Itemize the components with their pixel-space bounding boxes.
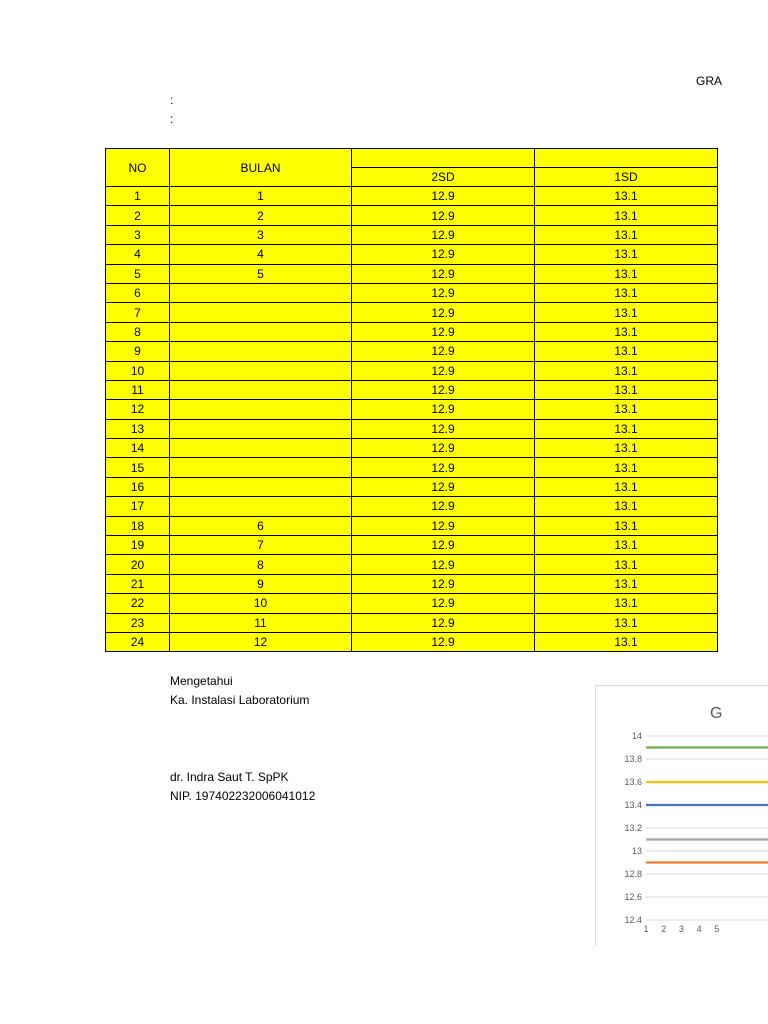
cell-sd2: 12.9 [352,380,535,399]
cell-no: 12 [106,400,170,419]
y-tick-label: 12.8 [624,869,642,879]
cell-sd1: 13.1 [535,187,718,206]
cell-sd2: 12.9 [352,187,535,206]
table-row [106,536,718,555]
header-colon-1: : [170,93,174,107]
cell-bulan [170,477,352,496]
cell-sd1: 13.1 [535,458,718,477]
cell-no: 21 [106,574,170,593]
cell-no: 3 [106,225,170,244]
cell-bulan [170,439,352,458]
y-tick-label: 12.4 [624,915,642,925]
cell-sd2: 12.9 [352,361,535,380]
cell-bulan [170,497,352,516]
cell-no: 13 [106,419,170,438]
cell-bulan: 12 [170,632,352,651]
header-2sd: 2SD [352,168,535,187]
cell-sd2: 12.9 [352,477,535,496]
table-row [106,594,718,613]
cell-sd2: 12.9 [352,458,535,477]
cell-no: 20 [106,555,170,574]
cell-no: 6 [106,283,170,302]
cell-no: 19 [106,536,170,555]
table-row [106,477,718,496]
cell-sd2: 12.9 [352,206,535,225]
cell-no: 9 [106,342,170,361]
table-row [106,380,718,399]
cell-bulan: 2 [170,206,352,225]
cell-bulan [170,342,352,361]
header-col3-top [352,149,535,168]
cell-no: 8 [106,322,170,341]
cell-sd1: 13.1 [535,380,718,399]
cell-no: 10 [106,361,170,380]
cell-sd2: 12.9 [352,419,535,438]
cell-sd2: 12.9 [352,322,535,341]
table-row [106,632,718,651]
y-tick-label: 13.4 [624,800,642,810]
header-col4-top [535,149,718,168]
table-row [106,574,718,593]
cell-sd2: 12.9 [352,555,535,574]
cell-bulan [170,303,352,322]
table-row [106,322,718,341]
cell-sd1: 13.1 [535,264,718,283]
cell-bulan [170,283,352,302]
signature-nip: NIP. 197402232006041012 [170,789,316,803]
cell-bulan: 10 [170,594,352,613]
cell-bulan: 5 [170,264,352,283]
table-row [106,400,718,419]
y-tick-label: 13 [631,846,642,856]
cell-sd1: 13.1 [535,555,718,574]
table-row [106,497,718,516]
cell-sd2: 12.9 [352,536,535,555]
x-tick-label: 1 [643,924,649,934]
cell-bulan: 4 [170,245,352,264]
x-tick-label: 3 [678,924,684,934]
cell-no: 24 [106,632,170,651]
cell-sd2: 12.9 [352,264,535,283]
cell-bulan: 6 [170,516,352,535]
cell-bulan: 8 [170,555,352,574]
cell-bulan [170,322,352,341]
cell-sd1: 13.1 [535,206,718,225]
cell-bulan [170,458,352,477]
header-colon-2: : [170,112,174,126]
cell-no: 23 [106,613,170,632]
cell-sd2: 12.9 [352,632,535,651]
cell-sd2: 12.9 [352,225,535,244]
cell-bulan: 1 [170,187,352,206]
header-no: NO [106,149,170,187]
cell-no: 1 [106,187,170,206]
line-chart [596,686,768,946]
table-row [106,342,718,361]
cell-sd2: 12.9 [352,439,535,458]
cell-no: 22 [106,594,170,613]
cell-bulan: 11 [170,613,352,632]
cell-sd1: 13.1 [535,574,718,593]
y-tick-label: 13.2 [624,823,642,833]
cell-sd2: 12.9 [352,400,535,419]
cell-sd1: 13.1 [535,283,718,302]
cell-sd1: 13.1 [535,419,718,438]
table-row [106,458,718,477]
cell-sd2: 12.9 [352,245,535,264]
signature-acknowledged: Mengetahui [170,674,233,688]
cell-sd1: 13.1 [535,613,718,632]
header-bulan: BULAN [170,149,352,187]
cell-sd1: 13.1 [535,516,718,535]
cell-sd1: 13.1 [535,497,718,516]
table-row [106,613,718,632]
cell-no: 7 [106,303,170,322]
cell-sd2: 12.9 [352,342,535,361]
x-tick-label: 2 [661,924,667,934]
chart-panel [595,685,768,946]
cell-sd1: 13.1 [535,536,718,555]
table-row [106,555,718,574]
cell-bulan: 9 [170,574,352,593]
table-row [106,419,718,438]
cell-sd1: 13.1 [535,632,718,651]
cell-no: 2 [106,206,170,225]
cell-sd1: 13.1 [535,594,718,613]
cell-sd2: 12.9 [352,613,535,632]
cell-sd1: 13.1 [535,342,718,361]
signature-position: Ka. Instalasi Laboratorium [170,693,310,707]
y-tick-label: 13.6 [624,777,642,787]
cell-bulan [170,400,352,419]
page-title: GRA [696,74,723,88]
signature-name: dr. Indra Saut T. SpPK [170,770,289,784]
chart-title: G [710,705,723,722]
cell-sd1: 13.1 [535,400,718,419]
y-tick-label: 13.8 [624,754,642,764]
cell-no: 18 [106,516,170,535]
cell-no: 14 [106,439,170,458]
cell-bulan [170,419,352,438]
cell-sd1: 13.1 [535,477,718,496]
table-row [106,264,718,283]
cell-sd1: 13.1 [535,225,718,244]
cell-no: 11 [106,380,170,399]
x-tick-label: 5 [714,924,720,934]
table-row [106,516,718,535]
table-row [106,206,718,225]
cell-sd2: 12.9 [352,516,535,535]
data-table [105,148,718,652]
table-row [106,225,718,244]
cell-bulan [170,380,352,399]
cell-sd1: 13.1 [535,439,718,458]
cell-no: 16 [106,477,170,496]
cell-sd1: 13.1 [535,245,718,264]
y-tick-label: 12.6 [624,892,642,902]
cell-sd2: 12.9 [352,497,535,516]
table-row [106,361,718,380]
cell-sd1: 13.1 [535,303,718,322]
cell-bulan [170,361,352,380]
cell-no: 4 [106,245,170,264]
cell-sd1: 13.1 [535,322,718,341]
cell-sd2: 12.9 [352,574,535,593]
table-row [106,245,718,264]
cell-no: 17 [106,497,170,516]
cell-bulan: 7 [170,536,352,555]
cell-sd2: 12.9 [352,594,535,613]
table-row [106,283,718,302]
cell-no: 5 [106,264,170,283]
table-row [106,303,718,322]
table-row [106,439,718,458]
header-1sd: 1SD [535,168,718,187]
table-row [106,187,718,206]
y-tick-label: 14 [631,731,642,741]
cell-sd2: 12.9 [352,283,535,302]
x-tick-label: 4 [696,924,702,934]
cell-bulan: 3 [170,225,352,244]
cell-no: 15 [106,458,170,477]
cell-sd2: 12.9 [352,303,535,322]
cell-sd1: 13.1 [535,361,718,380]
